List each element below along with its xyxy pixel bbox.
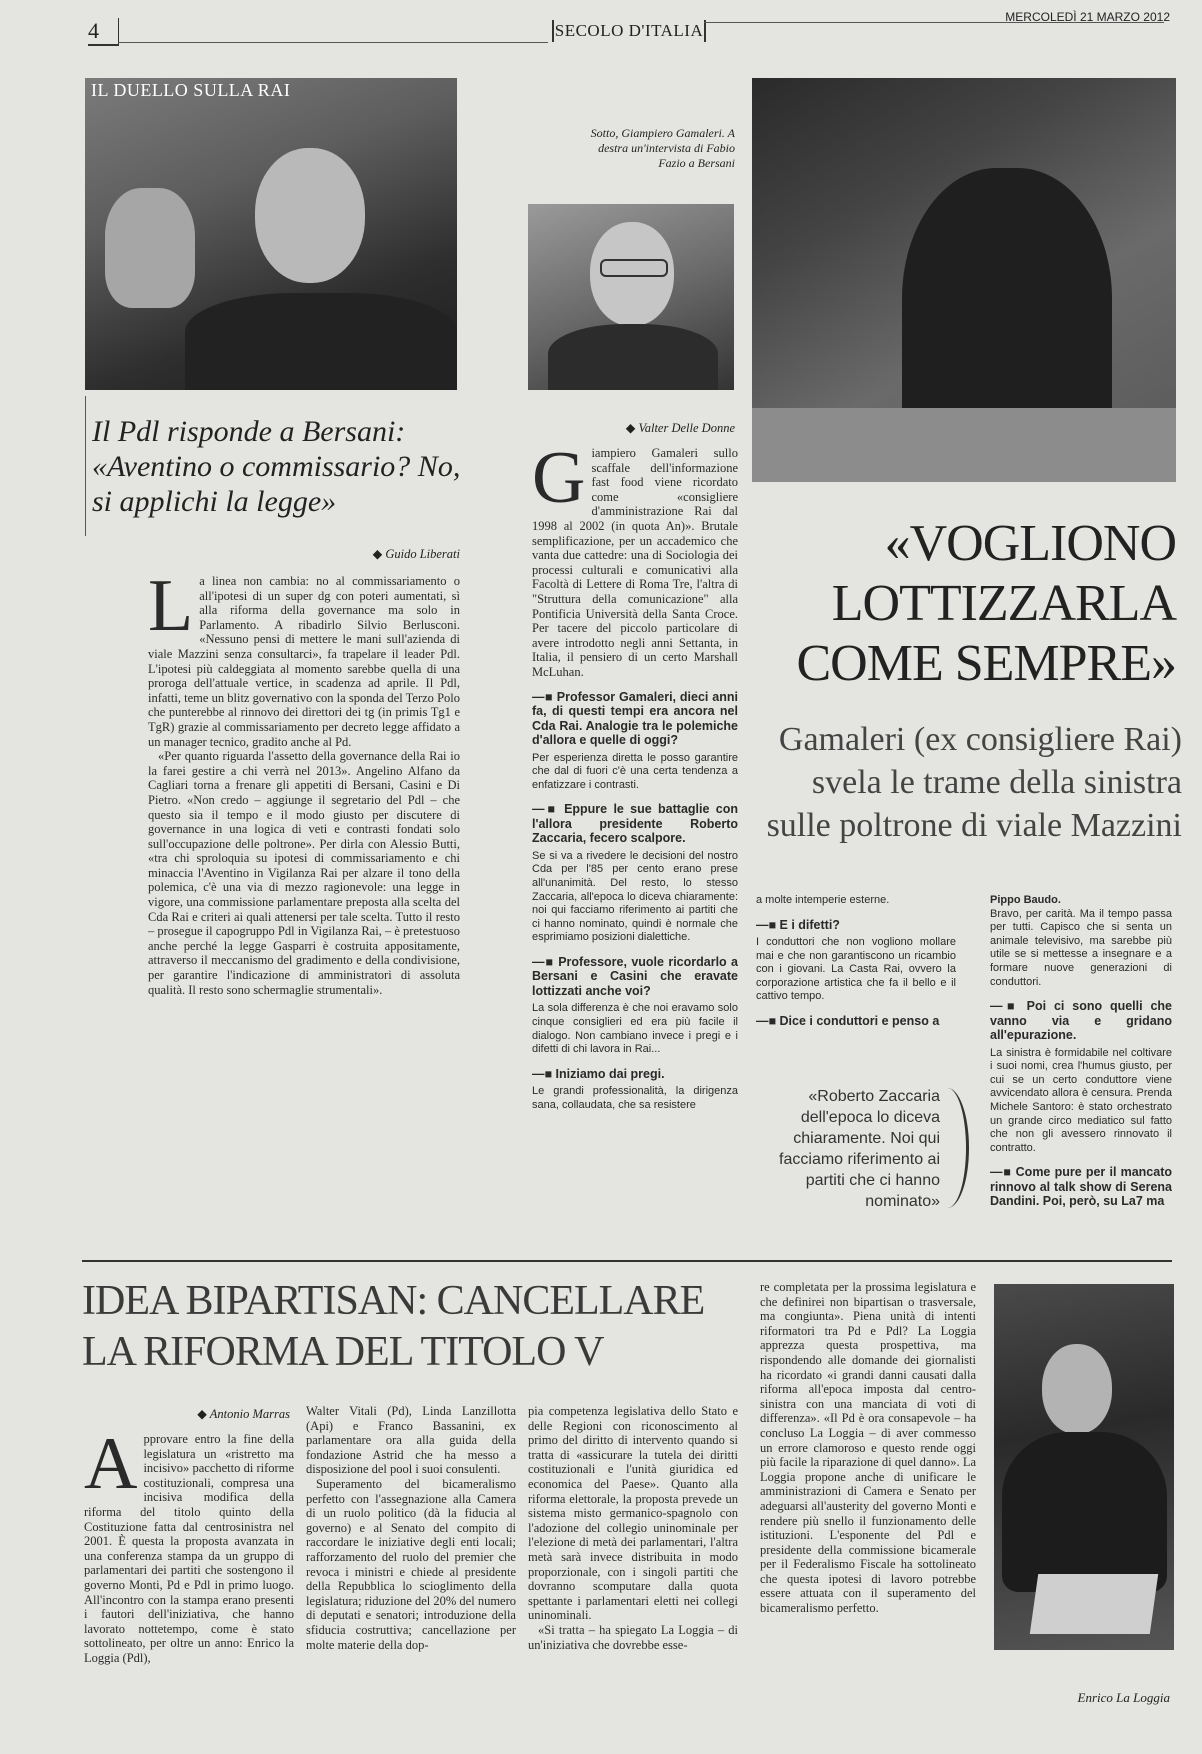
answer-3: La sola differenza è che noi eravamo solo cinque consiglieri ed era più facile il dialogo. Non cambiano invece i pregi e i difetti di chi lavora in Rai... bbox=[532, 1002, 738, 1056]
face-shape bbox=[1042, 1344, 1112, 1434]
berlusconi-photo bbox=[85, 78, 457, 390]
section-divider bbox=[82, 1260, 1172, 1262]
left-article-body bbox=[148, 565, 460, 997]
paper-shape bbox=[1030, 1574, 1158, 1634]
photo-caption: Sotto, Giampiero Gamaleri. A destra un'intervista di Fabio Fazio a Bersani bbox=[590, 126, 735, 170]
interview-intro: iampiero Gamaleri sullo scaffale dell'informazione fast food viene ricordato come «consigliere d'amministrazione Rai dal 1998 al 2002 (in quota An)». Brutale semplificazione, per un accademico che vanta due cattedre: una di Sociologia dei processi culturali e comunicativi alla Facoltà di Lettere di Roma Tre, l'altra di "Struttura della comunicazione" alla Pontificia Università della Santa Croce. Per tacere del piccolo particolare di avere introdotto negli anni Settanta, in Italia, il pensiero di un certo Marshall McLuhan. bbox=[532, 446, 738, 679]
left-dropcap: L bbox=[148, 565, 194, 647]
bottom-column-3 bbox=[528, 1404, 738, 1652]
answer-4-continued: a molte intemperie esterne. bbox=[756, 894, 890, 906]
bottom-byline bbox=[120, 1406, 290, 1422]
suit-shape bbox=[548, 324, 718, 390]
bottom-column-2 bbox=[306, 1404, 516, 1652]
interview-byline-name: Valter Delle Donne bbox=[638, 421, 735, 435]
interview-column-1 bbox=[532, 437, 738, 1113]
pull-quote: «Roberto Zaccaria dell'epoca lo diceva chiaramente. Noi qui facciamo riferimento ai partiti che ci hanno nominato» bbox=[779, 1088, 940, 1210]
left-byline-name: Guido Liberati bbox=[385, 547, 460, 561]
bottom-column-3-paragraph: «Si tratta – ha spiegato La Loggia – di un'iniziativa che dovrebbe esse- bbox=[528, 1622, 738, 1652]
interview-column-2 bbox=[756, 894, 956, 1033]
pull-quote-bracket bbox=[926, 1088, 969, 1208]
question-5: —■ E i difetti? bbox=[756, 918, 956, 933]
diamond-icon: ◆ bbox=[372, 547, 386, 561]
la-loggia-photo bbox=[994, 1284, 1174, 1650]
bottom-column-2-text: Walter Vitali (Pd), Linda Lanzillotta (Api) e Franco Bassanini, ex parlamentare ora alla guida della fondazione Astrid che ha messo a disposizione del pool i suoi consulenti. bbox=[306, 1404, 516, 1477]
desk-shape bbox=[752, 408, 1176, 482]
interview-dropcap: G bbox=[532, 437, 586, 519]
issue-date: MERCOLEDÌ 21 MARZO 2012 bbox=[1005, 10, 1170, 24]
la-loggia-caption: Enrico La Loggia bbox=[1077, 1690, 1170, 1705]
question-8: —■ Come pure per il mancato rinnovo al talk show di Serena Dandini. Poi, però, su La7 ma bbox=[990, 1165, 1172, 1209]
gamaleri-photo bbox=[528, 204, 734, 390]
left-headline-rule bbox=[85, 396, 86, 536]
left-paragraph-2: «Per quanto riguarda l'assetto della governance della Rai io la farei gestire a chi verrà nel 2013». Angelino Alfano da Cagliari torna a frenare gli appetiti di Bersani, Casini e Di Pietro. «Non credo – aggiunge il segretario del Pdl – che questo sia il tempo e il modo giusto per discutere di governance in una logica di veti e contrasti fondati solo sull'occupazione delle poltrone». Per dirla con Alessio Butti, «tra chi sproloquia su ipotesi di commissariamento e chi minaccia l'Aventino in Vigilanza Rai per alzare il tono della polemica, c'è una via di mezzo ragionevole: una legge in vigore, una commissione parlamentare preposta alla scelta del Cda Rai e criteri ai quali attenersi per tale scelta. Tutto il resto – prosegue il capogruppo Pdl in Vigilanza Rai, – è pretestuoso anche perché la legge Gasparri è costruita appositamente, attraverso il meccanismo del gradimento e della condivisione, per garantire l'indicazione di amministratori di assoluta qualità. Il resto sono schermaglie strumentali». bbox=[148, 749, 460, 997]
interview-column-3 bbox=[990, 894, 1172, 1213]
question-7: —■ Poi ci sono quelli che vanno via e gridano all'epurazione. bbox=[990, 999, 1172, 1043]
interview-byline bbox=[530, 420, 735, 436]
face-shape bbox=[255, 148, 365, 283]
answer-5: I conduttori che non vogliono mollare mai e che non garantiscono un ricambio con i giovani. La Casta Rai, ovvero la corporazione artistica che fa il bello e il cattivo tempo. bbox=[756, 936, 956, 1003]
fazio-interview-photo bbox=[752, 78, 1176, 482]
question-6: —■ Dice i conduttori e penso a bbox=[756, 1014, 956, 1029]
masthead: SECOLO D'ITALIA bbox=[552, 20, 706, 42]
question-2: —■ Eppure le sue battaglie con l'allora presidente Roberto Zaccaria, fecero scalpore. bbox=[532, 802, 738, 846]
section-label: IL DUELLO SULLA RAI bbox=[91, 80, 291, 100]
diamond-icon: ◆ bbox=[625, 421, 639, 435]
answer-4: Le grandi professionalità, la dirigenza sana, collaudata, che sa resistere bbox=[532, 1085, 738, 1111]
suit-shape bbox=[185, 293, 457, 390]
left-byline bbox=[260, 546, 460, 562]
glasses-shape bbox=[600, 259, 668, 277]
bottom-headline: IDEA BIPARTISAN: CANCELLARE LA RIFORMA DEL TITOLO V bbox=[82, 1278, 705, 1375]
bottom-byline-name: Antonio Marras bbox=[209, 1407, 290, 1421]
left-paragraph-1: a linea non cambia: no al commissariamento o all'ipotesi di un super dg con poteri aumentati, sì alla riforma della governance ma solo in Parlamento. A ribadirlo Silvio Berlusconi. «Nessuno pensi di mettere le mani sull'azienda di viale Mazzini senza consultarci», fa trapelare il leader Pdl. L'ipotesi più caldeggiata al momento sarebbe quella di una proroga dell'attuale vertice, in scadenza ad aprile. Il Pdl, infatti, teme un blitz governativo con la sponda del Terzo Polo che punterebbe al rinnovo dei direttori dei tg (in primis Tg1 e TgR) grazie al commissariamento per decreto legge affidato a un manager tecnico, gradito anche al Pd. bbox=[148, 574, 460, 749]
answer-1: Per esperienza diretta le posso garantire che dal di fuori c'è una certa tendenza a enfatizzare i contrasti. bbox=[532, 751, 738, 791]
diamond-icon: ◆ bbox=[197, 1407, 210, 1421]
page-number: 4 bbox=[88, 18, 119, 46]
raised-hand-shape bbox=[105, 188, 195, 308]
answer-6: Bravo, per carità. Ma il tempo passa per tutti. Capisco che si senta un animale televisivo, ma sarebbe più utile se si mettesse a insegnare e a formare nuove generazioni di conduttori. bbox=[990, 907, 1172, 988]
suit-shape bbox=[1002, 1432, 1167, 1592]
answer-7: La sinistra è formidabile nel coltivare i suoi nomi, crea l'humus giusto, per cui se un certo conduttore viene avvicendato allora è censura. Prenda Michele Santoro: è stato orchestrato un grande circo mediatico sul fatto che non gli avessero rinnovato il contratto. bbox=[990, 1046, 1172, 1154]
main-headline: «VOGLIONO LOTTIZZARLA COME SEMPRE» bbox=[796, 515, 1176, 692]
answer-2: Se si va a rivedere le decisioni del nostro Cda per l'85 per cento erano prese all'unanimità. Del resto, lo stesso Zaccaria, all'epoca lo diceva chiaramente: noi qui facciamo riferimento ai partiti che ci hanno nominato, quindi è normale che esprimiamo posizioni dialettiche. bbox=[532, 849, 738, 944]
answer-6-name: Pippo Baudo. bbox=[990, 894, 1061, 906]
question-1: —■ Professor Gamaleri, dieci anni fa, di questi tempi era ancora nel Cda Rai. Analogie tra le polemiche d'allora e quelle di oggi? bbox=[532, 690, 738, 748]
bottom-column-2-paragraph: Superamento del bicameralismo perfetto con l'assegnazione alla Camera di un ruolo politico (dà la fiducia al governo) e al Senato del compito di raccordare le iniziative degli enti locali; rafforzamento del ruolo del premier che revoca i ministri e chiede al presidente della Repubblica lo scioglimento della legislatura; riduzione del 20% del numero di deputati e senatori; introduzione della sfiducia costruttiva; cancellazione per molte materie della dop- bbox=[306, 1476, 517, 1652]
bottom-column-3-text: pia competenza legislativa dello Stato e delle Regioni con riconoscimento al primo del diritto di intervento quando si tratta di «assicurare la tutela dei diritti costituzionali e l'unità giuridica ed economica del Paese». Quanto alla riforma elettorale, la proposta prevede un sistema misto germanico-spagnolo con l'adozione del collegio uninominale per l'elezione di metà dei parlamentari, l'altra metà sarà invece distribuita in modo proporzionale, con i singoli partiti che dovranno scomputare dalla quota spettante i parlamentari eletti nei collegi uninominali. bbox=[528, 1404, 738, 1623]
question-4: —■ Iniziamo dai pregi. bbox=[532, 1067, 738, 1082]
bottom-column-4-text: re completata per la prossima legislatura e che definirei non bipartisan o trasversale, ma congiunta». Piena unità di intenti riformatori tra Pd e Pdl? La Loggia apprezza questa prospettiva, ma rispondendo alle domande dei giornalisti ha ricordato «i grandi danni causati dalla riforma all'epoca imposta dal centro-sinistra con una manciata di voti di differenza». «Il Pd è ora consapevole – ha concluso La Loggia – di aver commesso un errore clamoroso e questo rende oggi più facile la riparazione di quel danno». La Loggia propone anche di unificare le amministrazioni di Camera e Senato per adeguarsi all'austerity del governo Monti e rendere più snello il funzionamento delle istituzioni. L'esponente del Pdl e presidente della commissione bicamerale per il Federalismo Fiscale ha sottolineato che questa ipotesi di lavoro potrebbe essere attuata con il superamento del bicameralismo perfetto. bbox=[760, 1280, 976, 1616]
sub-headline: Gamaleri (ex consigliere Rai) svela le trame della sinistra sulle poltrone di viale Mazzini bbox=[766, 721, 1182, 844]
bottom-dropcap: A bbox=[84, 1423, 138, 1505]
bottom-column-1 bbox=[84, 1423, 294, 1666]
left-headline: Il Pdl risponde a Bersani: «Aventino o commissario? No, si applichi la legge» bbox=[92, 415, 461, 518]
bottom-column-1-text: pprovare entro la fine della legislatura un «ristretto ma incisivo» pacchetto di riforme costituzionali, compresa una incisiva modifica della riforma del titolo quinto della Costituzione fatta dal centrosinistra nel 2001. È questa la proposta avanzata in una conferenza stampa da un gruppo di parlamentari dei partiti che sostengono il governo Monti, Pd e Pdl in primo luogo. All'incontro con la stampa erano presenti i fautori dell'iniziativa, che hanno lavorato nottetempo, come è stato sottolineato, per oltre un anno: Enrico la Loggia (Pdl), bbox=[84, 1432, 294, 1665]
header-rule bbox=[118, 42, 548, 43]
question-3: —■ Professore, vuole ricordarlo a Bersani e Casini che eravate lottizzati anche voi? bbox=[532, 955, 738, 999]
bottom-column-4 bbox=[760, 1280, 976, 1616]
